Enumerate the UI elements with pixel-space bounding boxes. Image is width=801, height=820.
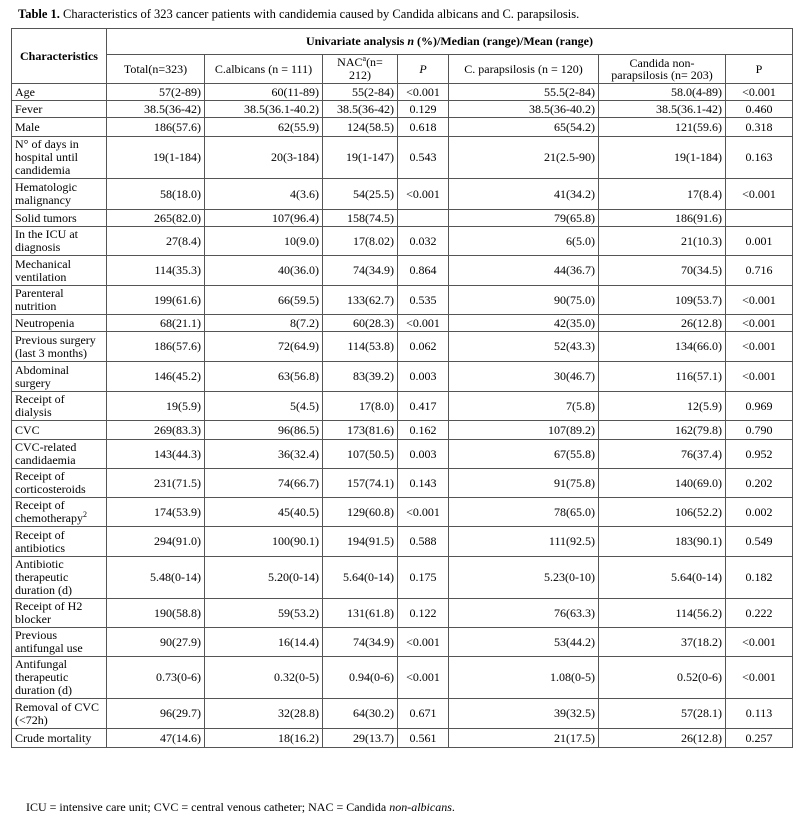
table-row	[12, 210, 793, 227]
table-cell: 157(74.1)	[323, 469, 398, 498]
table-cell: 0.182	[726, 557, 793, 599]
row-label: Parenteral nutrition	[12, 286, 107, 315]
table-cell: 129(60.8)	[323, 498, 398, 527]
table-cell	[726, 210, 793, 227]
row-label: Previous antifungal use	[12, 628, 107, 657]
row-label: Solid tumors	[12, 210, 107, 227]
table-cell: 146(45.2)	[107, 362, 205, 392]
table-row	[12, 699, 793, 729]
table-cell: 190(58.8)	[107, 599, 205, 628]
table-cell: 109(53.7)	[599, 286, 726, 315]
table-cell: 40(36.0)	[205, 256, 323, 286]
row-label: Removal of CVC (<72h)	[12, 699, 107, 729]
table-cell: <0.001	[398, 498, 449, 527]
table-cell: 57(28.1)	[599, 699, 726, 729]
table-cell: 83(39.2)	[323, 362, 398, 392]
table-cell: 133(62.7)	[323, 286, 398, 315]
table-cell: 106(52.2)	[599, 498, 726, 527]
table-cell: 54(25.5)	[323, 179, 398, 210]
table-cell: 1.08(0-5)	[449, 657, 599, 699]
row-label: In the ICU at diagnosis	[12, 227, 107, 256]
table-cell: 107(89.2)	[449, 421, 599, 440]
row-label: Previous surgery (last 3 months)	[12, 332, 107, 362]
col-p1: P	[398, 55, 449, 84]
table-cell: 64(30.2)	[323, 699, 398, 729]
row-label: Age	[12, 84, 107, 101]
table-cell: 114(53.8)	[323, 332, 398, 362]
table-cell: 0.561	[398, 729, 449, 748]
table-cell: 0.122	[398, 599, 449, 628]
table-cell: 0.257	[726, 729, 793, 748]
table-cell: 55.5(2-84)	[449, 84, 599, 101]
table-cell: 42(35.0)	[449, 315, 599, 332]
row-label: Receipt of H2 blocker	[12, 599, 107, 628]
col-parapsilosis: C. parapsilosis (n = 120)	[449, 55, 599, 84]
table-cell: 0.113	[726, 699, 793, 729]
table-row	[12, 628, 793, 657]
table-cell: 100(90.1)	[205, 527, 323, 557]
row-label: N° of days in hospital until candidemia	[12, 137, 107, 179]
table-cell: 107(96.4)	[205, 210, 323, 227]
table-cell: 0.52(0-6)	[599, 657, 726, 699]
table-cell: 37(18.2)	[599, 628, 726, 657]
table-cell: 38.5(36.1-42)	[599, 101, 726, 118]
table-row	[12, 137, 793, 179]
table-cell: 0.163	[726, 137, 793, 179]
table-cell: 140(69.0)	[599, 469, 726, 498]
table-cell: 72(64.9)	[205, 332, 323, 362]
table-cell: 134(66.0)	[599, 332, 726, 362]
table-cell: 269(83.3)	[107, 421, 205, 440]
row-label: Antibiotic therapeutic duration (d)	[12, 557, 107, 599]
table-row	[12, 179, 793, 210]
table-cell: 0.417	[398, 392, 449, 421]
table-cell: <0.001	[398, 657, 449, 699]
table-cell: 90(75.0)	[449, 286, 599, 315]
col-albicans: C.albicans (n = 111)	[205, 55, 323, 84]
table-cell: 0.790	[726, 421, 793, 440]
table-cell: 38.5(36-42)	[323, 101, 398, 118]
table-cell: 30(46.7)	[449, 362, 599, 392]
table-cell: 58.0(4-89)	[599, 84, 726, 101]
table-cell: 44(36.7)	[449, 256, 599, 286]
characteristics-table	[11, 28, 793, 748]
header-characteristics: Characteristics	[12, 29, 107, 84]
table-cell: 0.032	[398, 227, 449, 256]
table-cell: 0.864	[398, 256, 449, 286]
table-cell: 21(10.3)	[599, 227, 726, 256]
table-cell: 74(66.7)	[205, 469, 323, 498]
table-cell: 38.5(36-42)	[107, 101, 205, 118]
table-cell: 0.671	[398, 699, 449, 729]
table-cell: 68(21.1)	[107, 315, 205, 332]
table-cell: 0.618	[398, 118, 449, 137]
table-cell: 173(81.6)	[323, 421, 398, 440]
table-cell: <0.001	[726, 315, 793, 332]
table-cell: 0.952	[726, 440, 793, 469]
row-label: Mechanical ventilation	[12, 256, 107, 286]
table-cell: 5.20(0-14)	[205, 557, 323, 599]
table-cell: 6(5.0)	[449, 227, 599, 256]
table-cell: 19(1-184)	[599, 137, 726, 179]
row-label: Fever	[12, 101, 107, 118]
table-cell: 294(91.0)	[107, 527, 205, 557]
table-caption	[18, 7, 579, 22]
table-row	[12, 256, 793, 286]
table-cell: 17(8.0)	[323, 392, 398, 421]
table-cell: 121(59.6)	[599, 118, 726, 137]
table-cell: 47(14.6)	[107, 729, 205, 748]
table-cell: 5.64(0-14)	[323, 557, 398, 599]
table-cell: 26(12.8)	[599, 729, 726, 748]
table-row	[12, 362, 793, 392]
table-cell: <0.001	[726, 332, 793, 362]
table-cell: 158(74.5)	[323, 210, 398, 227]
table-cell: 162(79.8)	[599, 421, 726, 440]
table-row	[12, 332, 793, 362]
table-cell: 10(9.0)	[205, 227, 323, 256]
table-cell: 20(3-184)	[205, 137, 323, 179]
table-cell: 0.003	[398, 440, 449, 469]
table-cell: 231(71.5)	[107, 469, 205, 498]
table-cell: 60(28.3)	[323, 315, 398, 332]
row-label: Receipt of chemotherapy$^2$	[12, 498, 107, 527]
table-cell: 55(2-84)	[323, 84, 398, 101]
table-cell: 5(4.5)	[205, 392, 323, 421]
table-cell: <0.001	[398, 315, 449, 332]
table-cell: 186(91.6)	[599, 210, 726, 227]
table-cell: 96(86.5)	[205, 421, 323, 440]
table-row	[12, 286, 793, 315]
table-cell: 0.318	[726, 118, 793, 137]
row-label: Hematologic malignancy	[12, 179, 107, 210]
table-cell: 29(13.7)	[323, 729, 398, 748]
table-cell: <0.001	[726, 286, 793, 315]
table-cell: 38.5(36.1-40.2)	[205, 101, 323, 118]
table-cell	[398, 210, 449, 227]
table-cell: 52(43.3)	[449, 332, 599, 362]
table-cell: 21(2.5-90)	[449, 137, 599, 179]
table-cell: 0.969	[726, 392, 793, 421]
table-cell: 27(8.4)	[107, 227, 205, 256]
table-cell: 96(29.7)	[107, 699, 205, 729]
table-cell: 124(58.5)	[323, 118, 398, 137]
table-cell: 0.143	[398, 469, 449, 498]
table-cell: 0.002	[726, 498, 793, 527]
table-cell: 5.23(0-10)	[449, 557, 599, 599]
table-cell: 16(14.4)	[205, 628, 323, 657]
table-row	[12, 101, 793, 118]
table-cell: 74(34.9)	[323, 256, 398, 286]
table-cell: 91(75.8)	[449, 469, 599, 498]
table-cell: 186(57.6)	[107, 332, 205, 362]
table-cell: 70(34.5)	[599, 256, 726, 286]
table-cell: 194(91.5)	[323, 527, 398, 557]
table-cell: 57(2-89)	[107, 84, 205, 101]
table-cell: 41(34.2)	[449, 179, 599, 210]
table-cell: 186(57.6)	[107, 118, 205, 137]
table-cell: 74(34.9)	[323, 628, 398, 657]
row-label: Male	[12, 118, 107, 137]
table-cell: 0.001	[726, 227, 793, 256]
table-cell: 18(16.2)	[205, 729, 323, 748]
table-row	[12, 527, 793, 557]
table-cell: 62(55.9)	[205, 118, 323, 137]
table-cell: 26(12.8)	[599, 315, 726, 332]
table-cell: 0.062	[398, 332, 449, 362]
table-cell: 0.716	[726, 256, 793, 286]
table-cell: 8(7.2)	[205, 315, 323, 332]
table-cell: 5.48(0-14)	[107, 557, 205, 599]
table-cell: 53(44.2)	[449, 628, 599, 657]
table-cell: 116(57.1)	[599, 362, 726, 392]
table-cell: 0.222	[726, 599, 793, 628]
table-cell: 32(28.8)	[205, 699, 323, 729]
table-cell: 0.543	[398, 137, 449, 179]
table-cell: 199(61.6)	[107, 286, 205, 315]
table-cell: 59(53.2)	[205, 599, 323, 628]
table-cell: 107(50.5)	[323, 440, 398, 469]
table-cell: <0.001	[398, 628, 449, 657]
row-label: CVC	[12, 421, 107, 440]
table-row	[12, 440, 793, 469]
col-total: Total(n=323)	[107, 55, 205, 84]
table-cell: 0.549	[726, 527, 793, 557]
table-footnote: ICU = intensive care unit; CVC = central venous catheter; NAC = Candida non-albicans.	[26, 800, 455, 814]
table-cell: 0.003	[398, 362, 449, 392]
table-cell: <0.001	[726, 84, 793, 101]
table-cell: 0.588	[398, 527, 449, 557]
table-cell: 17(8.02)	[323, 227, 398, 256]
col-non-parapsilosis: Candida non-parapsilosis (n= 203)	[599, 55, 726, 84]
table-cell: 17(8.4)	[599, 179, 726, 210]
table-cell: 114(35.3)	[107, 256, 205, 286]
table-cell: 0.73(0-6)	[107, 657, 205, 699]
table-cell: 0.162	[398, 421, 449, 440]
table-cell: 0.129	[398, 101, 449, 118]
table-cell: <0.001	[726, 179, 793, 210]
table-cell: 58(18.0)	[107, 179, 205, 210]
table-cell: <0.001	[398, 179, 449, 210]
table-row	[12, 84, 793, 101]
table-cell: 0.202	[726, 469, 793, 498]
table-row	[12, 227, 793, 256]
table-cell: 265(82.0)	[107, 210, 205, 227]
col-p2: P	[726, 55, 793, 84]
row-label: Antifungal therapeutic duration (d)	[12, 657, 107, 699]
table-row	[12, 729, 793, 748]
row-label: Receipt of antibiotics	[12, 527, 107, 557]
row-label: Crude mortality	[12, 729, 107, 748]
table-cell: 131(61.8)	[323, 599, 398, 628]
table-row	[12, 557, 793, 599]
table-cell: 90(27.9)	[107, 628, 205, 657]
table-cell: 0.460	[726, 101, 793, 118]
table-cell: 183(90.1)	[599, 527, 726, 557]
table-cell: <0.001	[726, 657, 793, 699]
table-cell: 39(32.5)	[449, 699, 599, 729]
table-cell: 4(3.6)	[205, 179, 323, 210]
table-row	[12, 392, 793, 421]
table-cell: 143(44.3)	[107, 440, 205, 469]
table-cell: 66(59.5)	[205, 286, 323, 315]
table-row	[12, 498, 793, 527]
caption-text: Characteristics of 323 cancer patients with candidemia caused by Candida albicans and C. parapsilosis.	[59, 7, 580, 21]
table-row	[12, 599, 793, 628]
table-cell: 21(17.5)	[449, 729, 599, 748]
table-cell: 19(5.9)	[107, 392, 205, 421]
table-cell: 67(55.8)	[449, 440, 599, 469]
row-label: Receipt of corticosteroids	[12, 469, 107, 498]
table-cell: 0.32(0-5)	[205, 657, 323, 699]
table-row	[12, 469, 793, 498]
table-cell: 60(11-89)	[205, 84, 323, 101]
table-cell: 79(65.8)	[449, 210, 599, 227]
table-cell: <0.001	[726, 628, 793, 657]
table-cell: 76(37.4)	[599, 440, 726, 469]
table-cell: 19(1-184)	[107, 137, 205, 179]
table-cell: 36(32.4)	[205, 440, 323, 469]
table-cell: 63(56.8)	[205, 362, 323, 392]
table-cell: 174(53.9)	[107, 498, 205, 527]
table-row	[12, 657, 793, 699]
table-cell: 0.175	[398, 557, 449, 599]
table-cell: 65(54.2)	[449, 118, 599, 137]
table-cell: 7(5.8)	[449, 392, 599, 421]
table-cell: 111(92.5)	[449, 527, 599, 557]
row-label: CVC-related candidaemia	[12, 440, 107, 469]
table-row	[12, 421, 793, 440]
table-cell: 0.535	[398, 286, 449, 315]
row-label: Abdominal surgery	[12, 362, 107, 392]
table-cell: 12(5.9)	[599, 392, 726, 421]
row-label: Neutropenia	[12, 315, 107, 332]
col-nac: $NAC^a(n= 212)$	[323, 55, 398, 84]
table-cell: 45(40.5)	[205, 498, 323, 527]
table-row	[12, 118, 793, 137]
row-label: Receipt of dialysis	[12, 392, 107, 421]
table-cell: 0.94(0-6)	[323, 657, 398, 699]
table-cell: 19(1-147)	[323, 137, 398, 179]
table-cell: 78(65.0)	[449, 498, 599, 527]
table-cell: 76(63.3)	[449, 599, 599, 628]
table-cell: <0.001	[398, 84, 449, 101]
table-cell: 114(56.2)	[599, 599, 726, 628]
table-cell: 38.5(36-40.2)	[449, 101, 599, 118]
caption-label: Table 1.	[18, 7, 60, 21]
table-cell: 5.64(0-14)	[599, 557, 726, 599]
header-group: Univariate analysis n (%)/Median (range)/Mean (range)	[107, 29, 793, 55]
table-row	[12, 315, 793, 332]
table-cell: <0.001	[726, 362, 793, 392]
